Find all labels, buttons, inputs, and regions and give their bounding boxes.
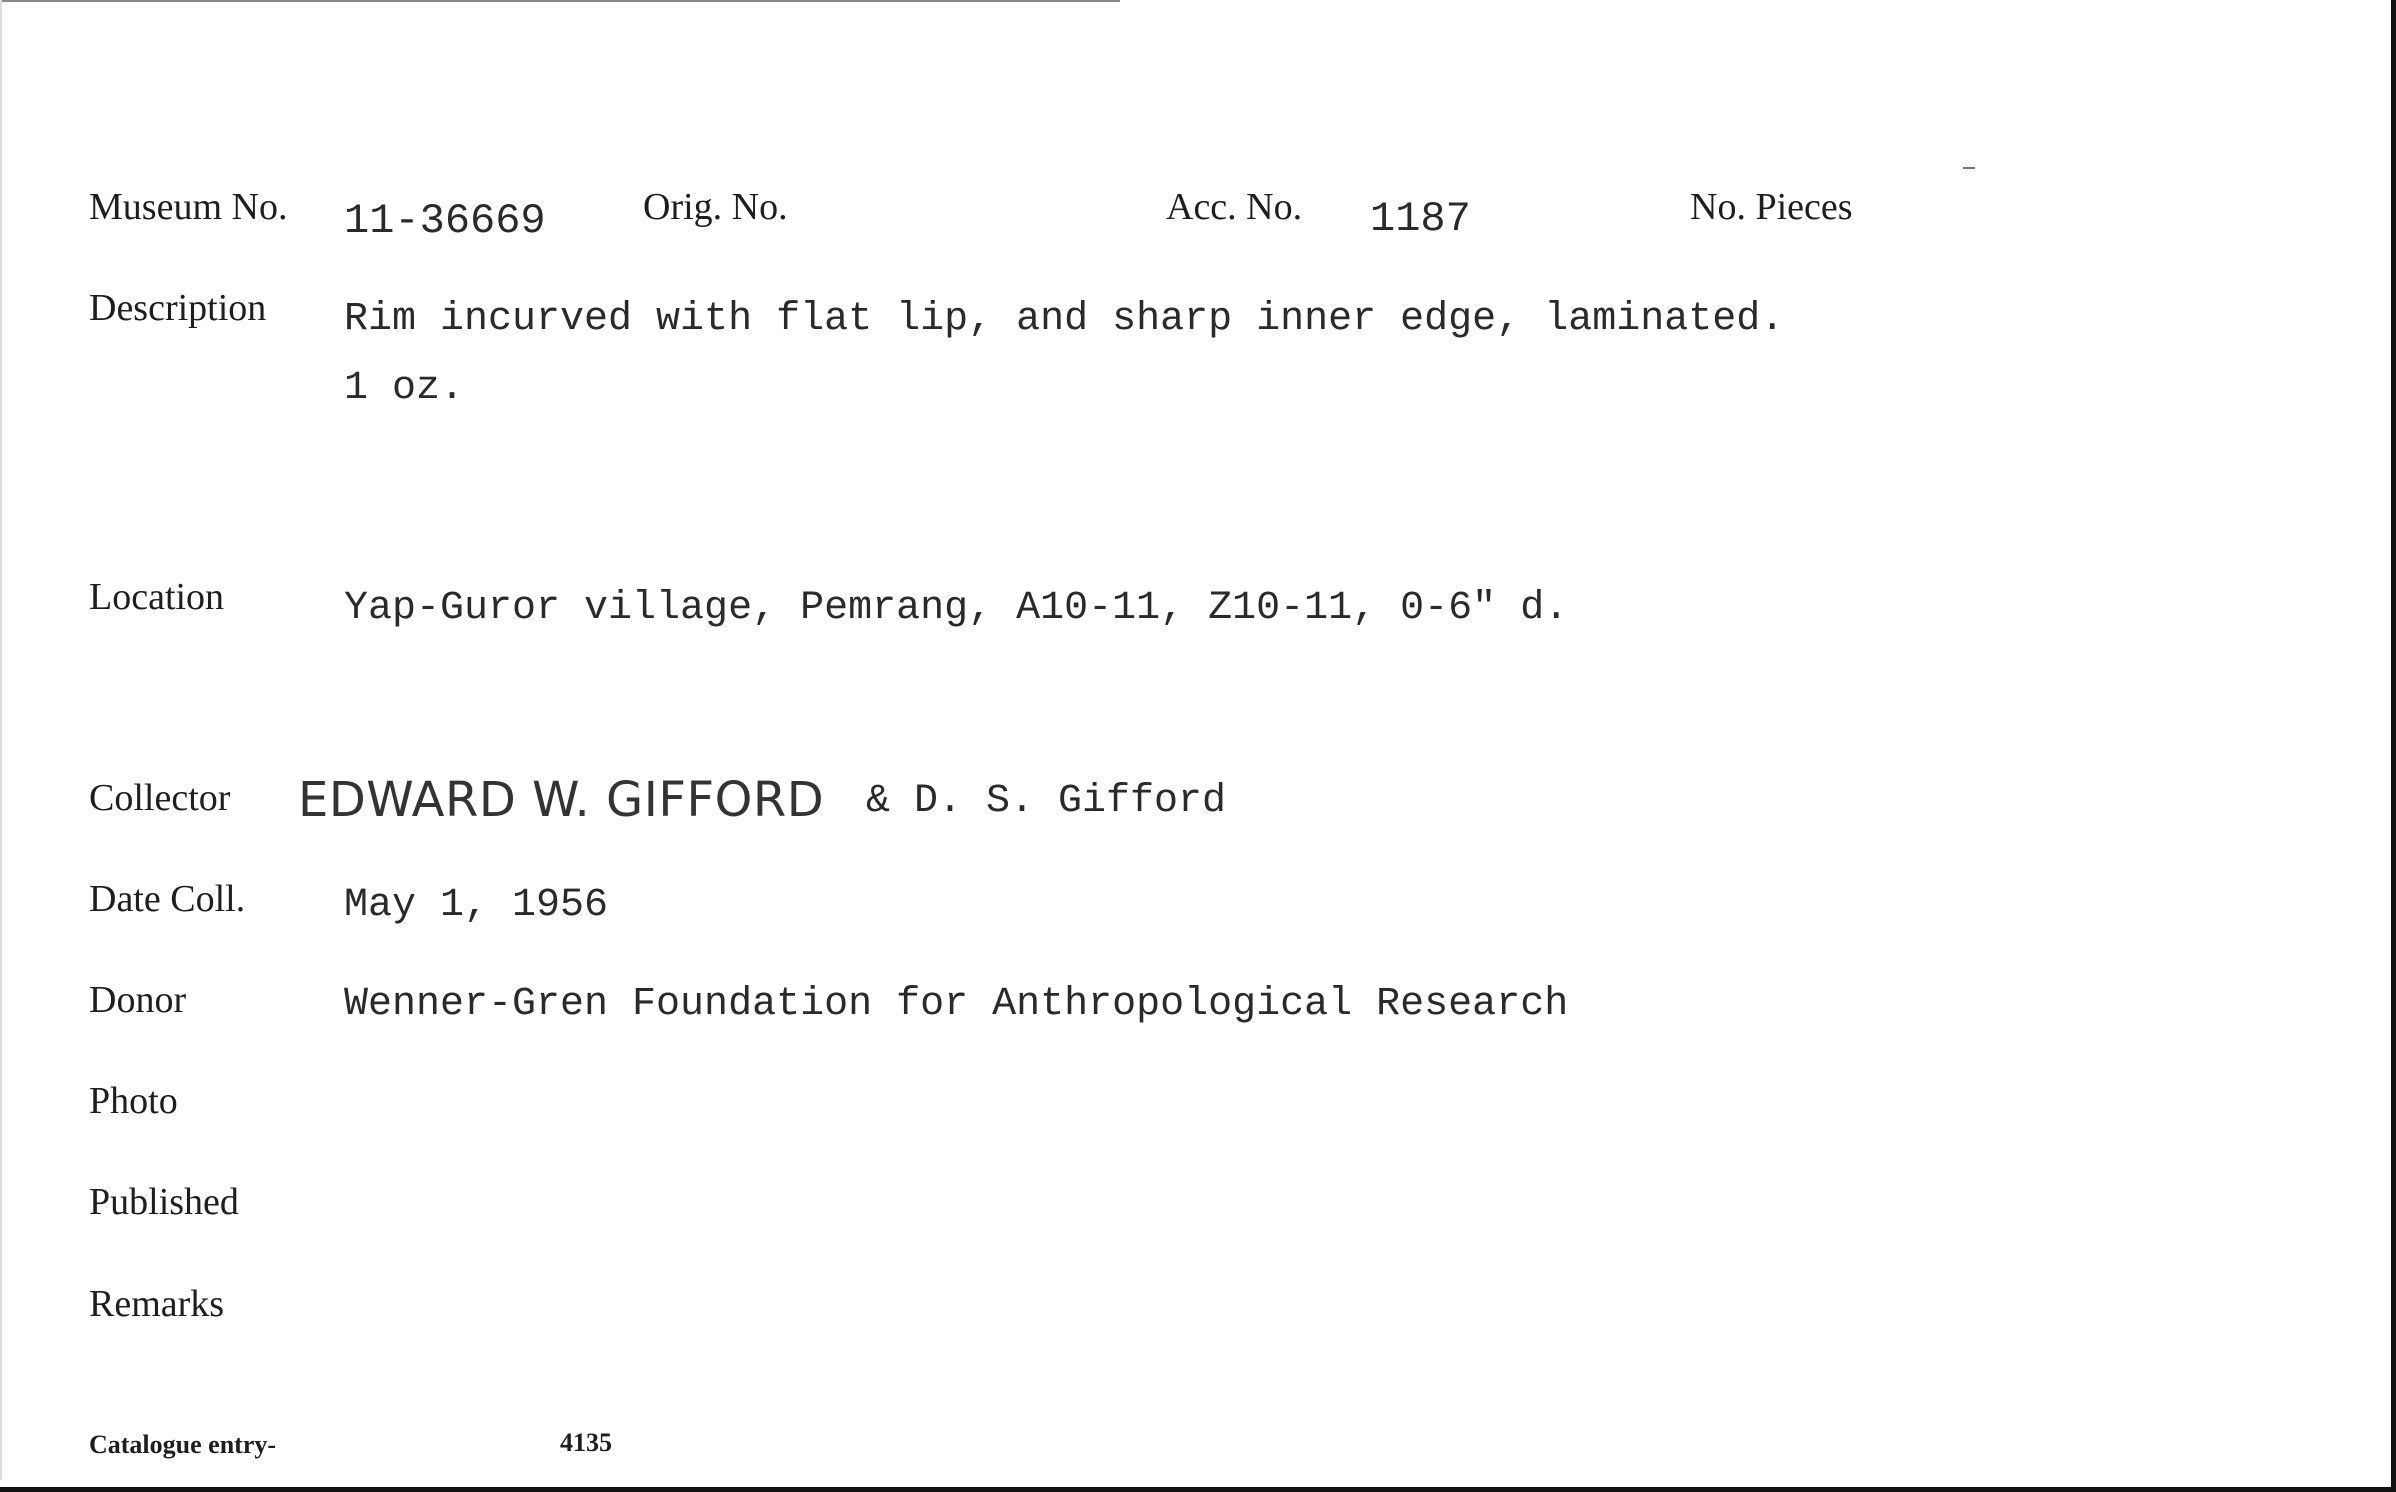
collector-extra: & D. S. Gifford (866, 779, 1227, 824)
acc-no-value: 1187 (1370, 195, 1471, 243)
no-pieces-label: No. Pieces (1690, 186, 1853, 228)
description-line-1: Rim incurved with flat lip, and sharp inner edge, laminated. (344, 297, 1785, 342)
donor-label: Donor (89, 979, 187, 1021)
stray-mark (1963, 167, 1975, 169)
remarks-label: Remarks (89, 1283, 225, 1325)
photo-label: Photo (89, 1080, 178, 1122)
card-left-edge (0, 0, 2, 1480)
description-label: Description (89, 287, 267, 329)
catalogue-entry-value: 4135 (560, 1428, 612, 1457)
museum-no-label: Museum No. (89, 186, 288, 228)
published-label: Published (89, 1181, 239, 1223)
donor-value: Wenner-Gren Foundation for Anthropological Research (344, 982, 1569, 1027)
description-line-2: 1 oz. (344, 366, 465, 411)
date-coll-label: Date Coll. (89, 878, 246, 920)
catalogue-entry-label: Catalogue entry- (89, 1430, 277, 1459)
acc-no-label: Acc. No. (1166, 186, 1303, 228)
collector-label: Collector (89, 777, 231, 819)
orig-no-label: Orig. No. (643, 186, 788, 228)
location-label: Location (89, 576, 225, 618)
card-top-edge (0, 0, 1120, 2)
collector-stamp: EDWARD W. GIFFORD (298, 772, 825, 828)
date-coll-value: May 1, 1956 (344, 883, 609, 928)
museum-no-value: 11-36669 (344, 197, 546, 245)
location-value: Yap-Guror village, Pemrang, A10-11, Z10-11, 0-6" d. (344, 586, 1569, 631)
